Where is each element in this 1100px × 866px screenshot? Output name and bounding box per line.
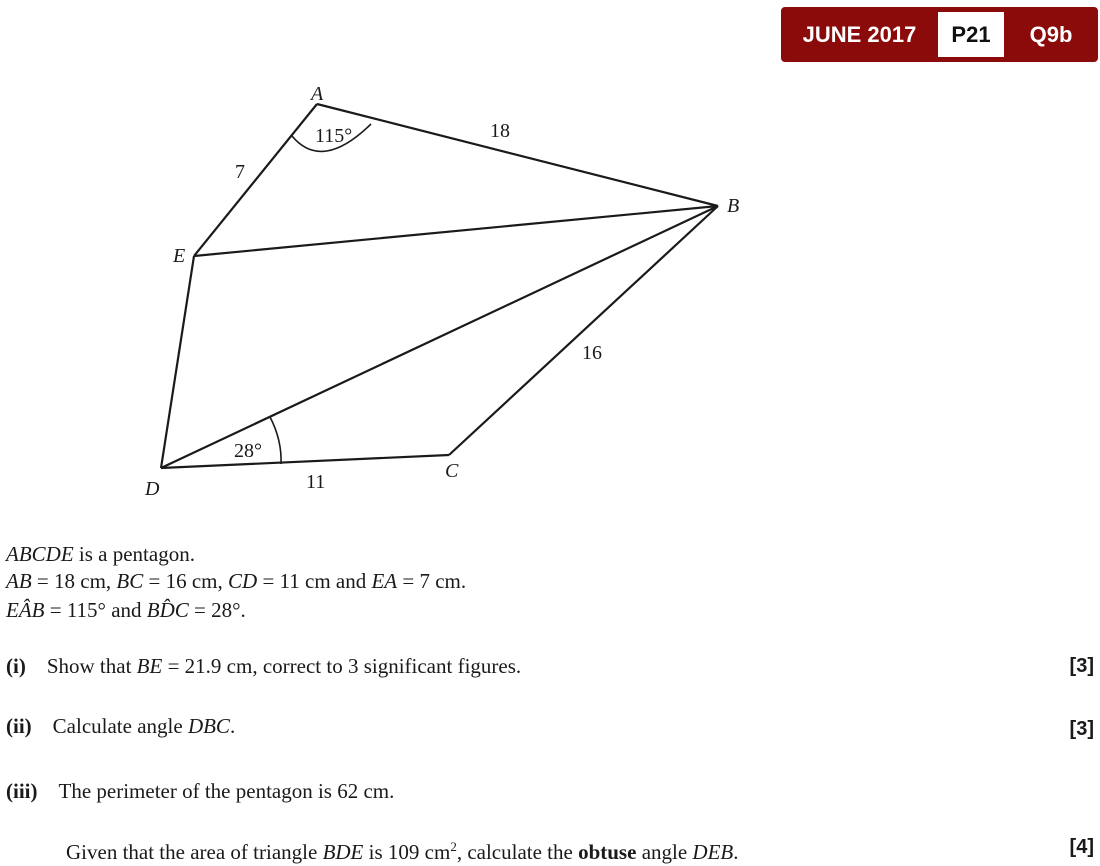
edge-bc: [449, 206, 718, 455]
measure-ab: 18: [490, 120, 510, 142]
badge-question: Q9b: [1029, 21, 1073, 47]
vertex-label-e: E: [173, 245, 186, 267]
marks-part-ii: [3]: [1069, 718, 1094, 740]
edge-ab: [317, 104, 718, 206]
vertex-label-b: B: [727, 195, 740, 217]
marks-part-i: [3]: [1069, 655, 1094, 677]
part-ii: (ii) Calculate angle DBC.: [6, 714, 236, 738]
badge-paper: P21: [938, 12, 1004, 57]
vertex-label-a: A: [311, 83, 324, 105]
measure-angle-a: 115°: [315, 125, 353, 147]
measure-bc: 16: [582, 342, 602, 364]
edge-ea: [194, 104, 317, 256]
part-iii-line-2: Given that the area of triangle BDE is 109 $cm^2$, calculate the obtuse angle DEB.: [66, 839, 739, 864]
edge-de: [161, 256, 194, 468]
marks-part-iii: [4]: [1069, 836, 1094, 858]
badge-session: JUNE 2017: [802, 21, 917, 47]
statement-line-2: AB = 18 cm, BC = 16 cm, CD = 11 cm and EA = 7 cm.: [6, 569, 467, 593]
statement-line-3: EÂB = 115° and BD̂C = 28°.: [6, 598, 246, 622]
angle-arc-d: [270, 417, 281, 464]
measure-ea: 7: [235, 161, 245, 183]
diagonal-be: [194, 206, 718, 256]
diagonal-bd: [161, 206, 718, 468]
measure-cd: 11: [306, 471, 326, 493]
vertex-label-c: C: [445, 460, 459, 482]
part-iii: (iii) The perimeter of the pentagon is 62 cm.: [6, 779, 395, 803]
statement-line-1: ABCDE is a pentagon.: [6, 542, 195, 566]
part-i: (i) Show that BE = 21.9 cm, correct to 3 significant figures.: [6, 654, 522, 678]
measure-angle-d: 28°: [234, 440, 262, 462]
vertex-label-d: D: [145, 478, 160, 500]
edge-cd: [161, 455, 449, 468]
